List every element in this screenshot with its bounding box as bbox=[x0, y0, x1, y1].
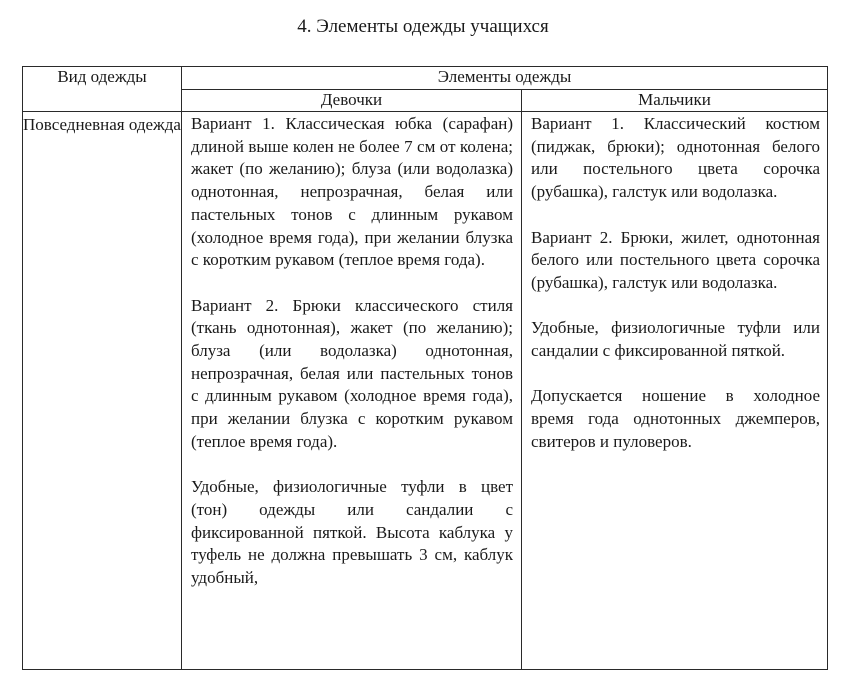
header-boys: Мальчики bbox=[522, 90, 828, 112]
boys-paragraph: Вариант 1. Классический костюм (пиджак, брюки); однотонная белого или постельного цвета сорочка (рубашка), галстук или водолазка. bbox=[531, 114, 820, 202]
cell-clothing-kind: Повседневная одежда bbox=[23, 112, 182, 670]
header-girls: Девочки bbox=[182, 90, 522, 112]
boys-paragraph: Допускается ношение в холодное время года однотонных джемперов, свитеров и пуловеров. bbox=[531, 386, 820, 451]
boys-paragraph: Удобные, физиологичные туфли или сандалии с фиксированной пяткой. bbox=[531, 318, 820, 360]
clothing-elements-table bbox=[22, 66, 828, 670]
girls-paragraph: Вариант 1. Классическая юбка (сарафан) длиной выше колен не более 7 см от колена; жакет (по желанию); блуза (или водолазка) однотонная, непрозрачная, белая или пастельных тонов с длинным рукавом (холодное время года), при желании блузка с коротким рукавом (теплое время года). bbox=[191, 114, 513, 270]
cell-boys-elements bbox=[522, 112, 828, 670]
header-clothing-kind: Вид одежды bbox=[23, 67, 182, 112]
cell-girls-elements bbox=[182, 112, 522, 670]
header-clothing-elements: Элементы одежды bbox=[182, 67, 828, 90]
girls-paragraph: Удобные, физиологичные туфли в цвет (тон) одежды или сандалии с фиксированной пяткой. Высота каблука у туфель не должна превышать 3 см, каблук удобный, bbox=[191, 477, 513, 588]
table-row bbox=[23, 112, 828, 670]
boys-paragraph: Вариант 2. Брюки, жилет, однотонная белого или постельного цвета сорочка (рубашка), галстук или водолазка. bbox=[531, 227, 820, 292]
girls-paragraph: Вариант 2. Брюки классического стиля (ткань однотонная), жакет (по желанию); блуза (или водолазка) однотонная, непрозрачная, белая или пастельных тонов с длинным рукавом (холодное время года), при желании блузка с коротким рукавом (теплое время года). bbox=[191, 295, 513, 451]
page-title: 4. Элементы одежды учащихся bbox=[297, 16, 549, 37]
